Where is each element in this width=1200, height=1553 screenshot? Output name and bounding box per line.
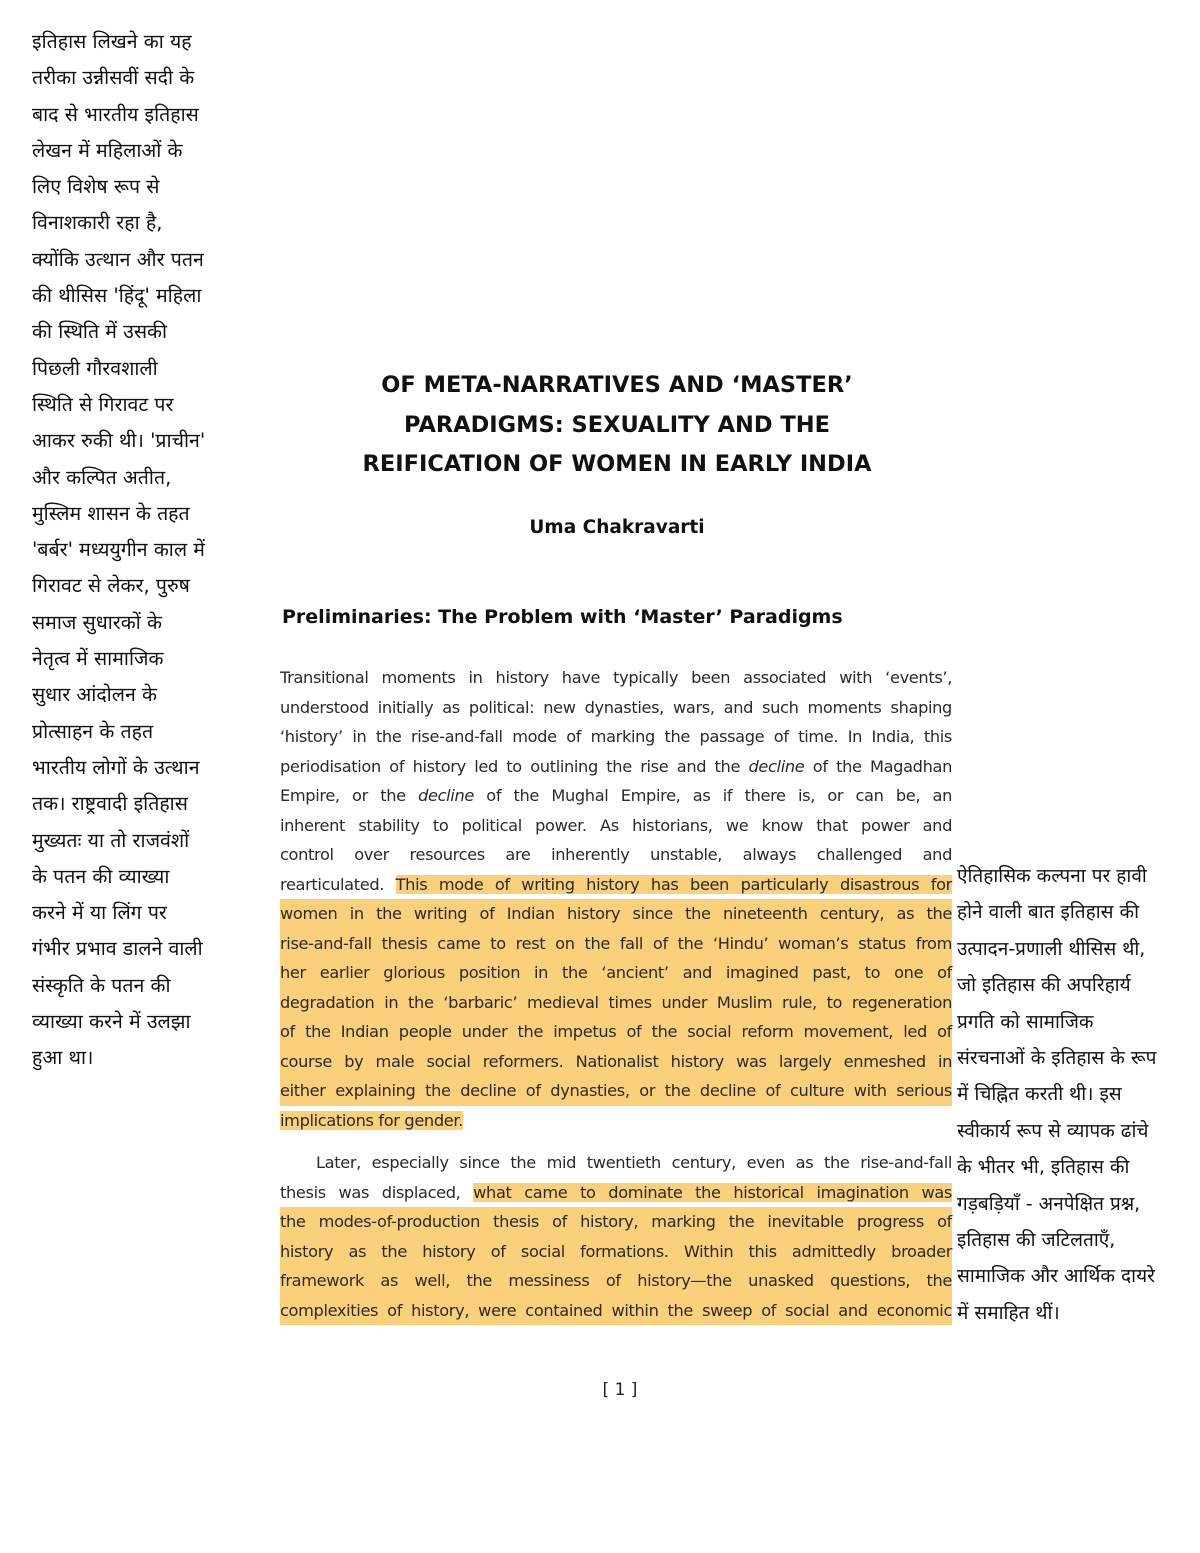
- right-note-line: स्वीकार्य रूप से व्यापक ढांचे: [957, 1119, 1149, 1142]
- right-note-line: के भीतर भी, इतिहास की: [957, 1156, 1130, 1179]
- highlighted-line: history as the history of social formations. Within this admittedly broader: [280, 1237, 952, 1267]
- left-note-line: गंभीर प्रभाव डालने वाली: [32, 937, 203, 961]
- left-note-line: गिरावट से लेकर, पुरुष: [32, 574, 190, 598]
- left-note-line: लिए विशेष रूप से: [32, 175, 160, 199]
- left-note-line: तरीका उन्नीसवीं सदी के: [32, 66, 195, 90]
- highlighted-line: course by male social reformers. Nationalist history was largely enmeshed in: [280, 1047, 952, 1077]
- highlighted-line: complexities of history, were contained within the sweep of social and economic: [280, 1296, 952, 1326]
- section-heading: Preliminaries: The Problem with ‘Master’ Paradigms: [282, 606, 843, 628]
- text-run: of the Magadhan: [804, 756, 952, 776]
- title-line: PARADIGMS: SEXUALITY AND THE: [404, 411, 830, 438]
- title-line: OF META-NARRATIVES AND ‘MASTER’: [381, 372, 853, 398]
- left-note-line: की थीसिस 'हिंदू' महिला: [32, 284, 202, 308]
- paragraph-line: ‘history’ in the rise-and-fall mode of marking the passage of time. In India, this: [280, 727, 952, 746]
- right-note-line: ऐतिहासिक कल्पना पर हावी: [957, 865, 1147, 887]
- left-note-line: 'बर्बर' मध्ययुगीन काल में: [32, 538, 205, 562]
- left-note-line: इतिहास लिखने का यह: [32, 30, 192, 53]
- paragraph-line: understood initially as political: new dynasties, wars, and such moments shaping: [280, 697, 952, 717]
- text-run: Empire, or the: [280, 786, 419, 805]
- author-name: Uma Chakravarti: [529, 517, 705, 538]
- highlighted-text: implications for gender.: [280, 1110, 463, 1130]
- body-paragraph-2: [280, 1148, 952, 1325]
- text-run: rearticulated.: [280, 874, 396, 894]
- left-note-line: हुआ था।: [32, 1046, 94, 1070]
- left-note-line: मुस्लिम शासन के तहत: [32, 501, 190, 525]
- right-note-line: इतिहास की जटिलताएँ,: [957, 1229, 1116, 1252]
- right-note-line: में समाहित थीं।: [957, 1301, 1060, 1324]
- paragraph-line: [280, 1106, 952, 1136]
- body-paragraph-1: [280, 663, 952, 1135]
- article-title: [282, 366, 952, 485]
- left-note-line: भारतीय लोगों के उत्थान: [32, 755, 200, 779]
- paragraph-line: [280, 781, 952, 811]
- highlighted-line: framework as well, the messiness of history—the unasked questions, the: [280, 1266, 952, 1296]
- left-note-line: समाज सुधारकों के: [32, 610, 162, 634]
- right-note-line: संरचनाओं के इतिहास के रूप: [957, 1047, 1157, 1070]
- emphasis-text: decline: [418, 786, 474, 805]
- left-note-line: की स्थिति में उसकी: [32, 320, 168, 344]
- left-note-line: बाद से भारतीय इतिहास: [32, 102, 199, 126]
- title-line: REIFICATION OF WOMEN IN EARLY INDIA: [362, 451, 872, 477]
- left-note-line: सुधार आंदोलन के: [32, 683, 157, 707]
- left-note-line: के पतन की व्याख्या: [32, 864, 170, 888]
- highlighted-text: what came to dominate the historical imagination was: [473, 1182, 952, 1202]
- paragraph-line: Transitional moments in history have typically been associated with ‘events’,: [280, 668, 952, 687]
- right-note-line: जो इतिहास की अपरिहार्य: [957, 974, 1131, 997]
- page-number: [ 1 ]: [602, 1380, 638, 1400]
- left-note-line: मुख्यतः या तो राजवंशों: [32, 828, 190, 852]
- left-note-line: विनाशकारी रहा है,: [32, 211, 163, 235]
- left-note-line: करने में या लिंग पर: [32, 901, 167, 925]
- text-run: of the Mughal Empire, as if there is, or can be, an: [473, 786, 952, 805]
- right-margin-translation-note: [957, 858, 1200, 1331]
- left-note-line: पिछली गौरवशाली: [32, 356, 158, 380]
- highlighted-line: of the Indian people under the impetus of the social reform movement, led of: [280, 1017, 952, 1047]
- text-run: thesis was displaced,: [280, 1182, 474, 1202]
- highlighted-line: rise-and-fall thesis came to rest on the fall of the ‘Hindu’ woman’s status from: [280, 929, 952, 959]
- left-note-line: व्याख्या करने में उलझा: [32, 1010, 191, 1034]
- emphasis-text: decline: [748, 756, 805, 776]
- right-note-line: गड़बड़ियाँ - अनपेक्षित प्रश्न,: [957, 1192, 1141, 1215]
- paragraph-line: [280, 752, 952, 782]
- text-run: periodisation of history led to outlining the rise and the: [280, 756, 749, 776]
- left-note-line: तक। राष्ट्रवादी इतिहास: [32, 792, 188, 816]
- paragraph-line: control over resources are inherently unstable, always challenged and: [280, 845, 952, 864]
- left-note-line: और कल्पित अतीत,: [32, 465, 172, 489]
- left-margin-translation-note: [32, 24, 252, 1077]
- highlighted-line: either explaining the decline of dynasties, or the decline of culture with serious: [280, 1076, 952, 1106]
- left-note-line: आकर रुकी थी। 'प्राचीन': [32, 429, 206, 453]
- right-note-line: प्रगति को सामाजिक: [957, 1010, 1094, 1033]
- right-note-line: उत्पादन-प्रणाली थीसिस थी,: [957, 937, 1146, 960]
- highlighted-line: her earlier glorious position in the ‘ancient’ and imagined past, to one of: [280, 958, 952, 988]
- left-note-line: प्रोत्साहन के तहत: [32, 719, 154, 743]
- left-note-line: स्थिति से गिरावट पर: [32, 392, 174, 416]
- paragraph-line: [280, 870, 952, 900]
- paragraph-line: inherent stability to political power. As historians, we know that power and: [280, 815, 952, 835]
- right-note-line: होने वाली बात इतिहास की: [957, 901, 1140, 924]
- right-note-line: में चिह्नित करती थी। इस: [957, 1083, 1122, 1106]
- paragraph-line: Later, especially since the mid twentieth century, even as the rise-and-fall: [316, 1153, 952, 1172]
- paragraph-line: [280, 1178, 952, 1208]
- highlighted-line: degradation in the ‘barbaric’ medieval times under Muslim rule, to regeneration: [280, 988, 952, 1018]
- left-note-line: संस्कृति के पतन की: [32, 973, 171, 997]
- left-note-line: क्योंकि उत्थान और पतन: [32, 247, 204, 271]
- left-note-line: नेतृत्व में सामाजिक: [32, 647, 164, 671]
- right-note-line: सामाजिक और आर्थिक दायरे: [957, 1265, 1155, 1288]
- highlighted-line: women in the writing of Indian history since the nineteenth century, as the: [280, 899, 952, 929]
- highlighted-line: the modes-of-production thesis of history, marking the inevitable progress of: [280, 1207, 952, 1237]
- highlighted-text: This mode of writing history has been particularly disastrous for: [395, 874, 952, 894]
- left-note-line: लेखन में महिलाओं के: [32, 138, 183, 162]
